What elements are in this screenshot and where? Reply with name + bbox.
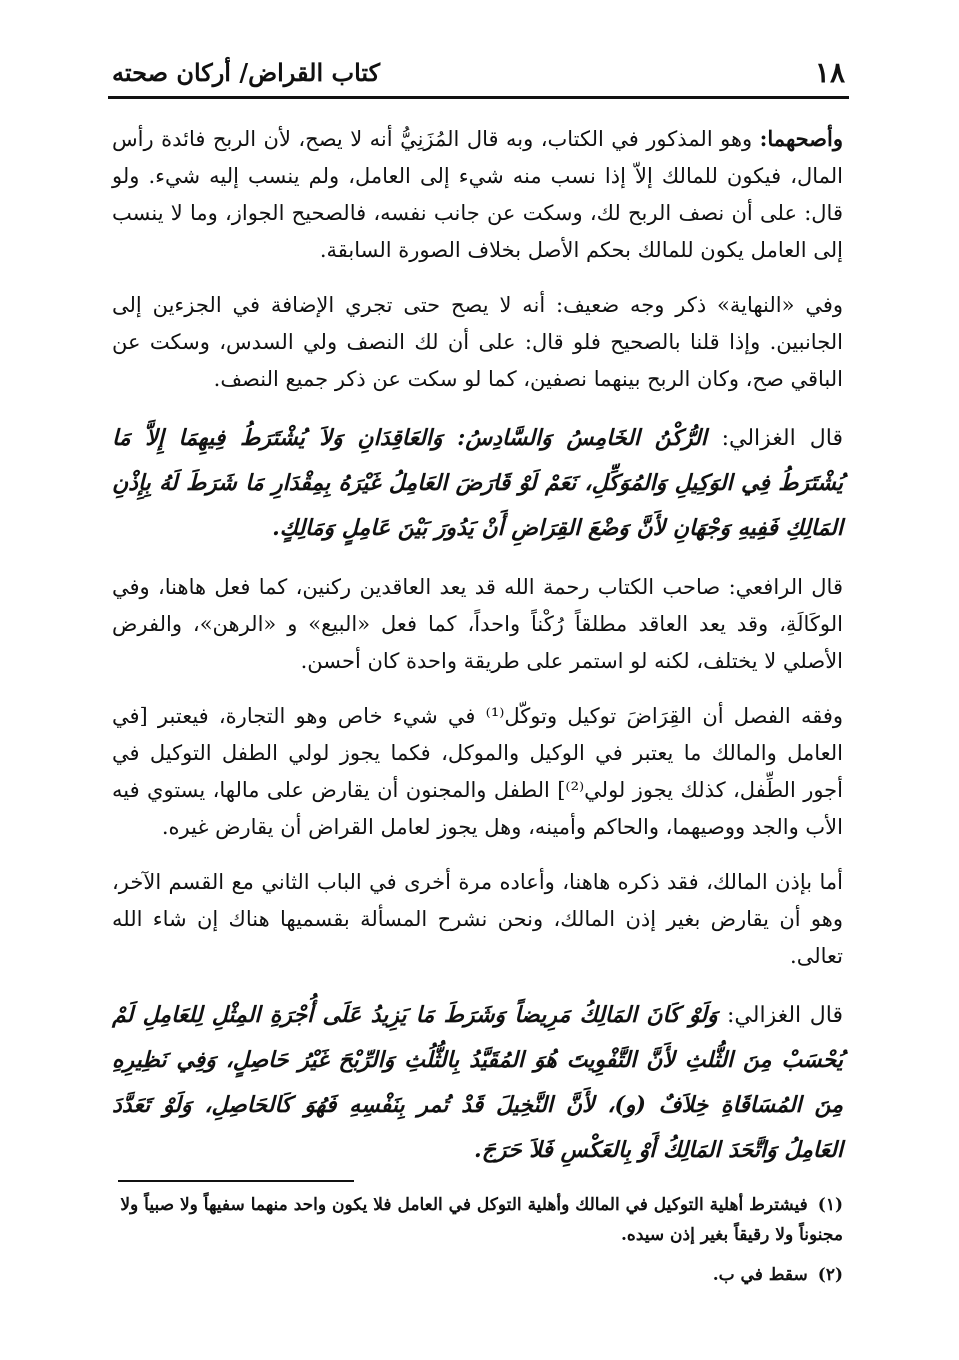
footnotes [112,1190,843,1300]
paragraph-fiqh [112,698,843,846]
main-text [112,120,843,1191]
footnote-text: سقط في ب. [712,1265,808,1285]
quote-text: وَلَوْ كَانَ المَالِكُ مَرِيضاً وَشَرَطَ مَا يَزِيدُ عَلَى أُجْرَةِ المِثْلِ لِلعَامِلِ لَمْ يُحْسَبْ مِنَ الثُّلثِ لأَنَّ التَّفْوِيتَ هُوَ المُقَيَّدُ بِالثُّلُثِ وَالرِّبْحَ غَيْرُ حَاصِلٍ، وَفِي نَظِيرِهِ مِنَ المُسَاقَاةِ خِلاَفٌ (و)، لأَنَّ النَّخِيلَ قَدْ تُمر بِنَفْسِهِ فَهُوَ كَالحَاصِلِ، وَلَوْ تَعَدَّدَ العَامِلُ وَاتَّحَدَ المَالِكُ أَوْ بِالعَكْسِ فَلاَ حَرَجَ. [112,1002,843,1163]
running-title: كتاب القراض/ أركان صحته [112,58,381,87]
page-number: ١٨ [814,56,845,89]
paragraph-text: قال الرافعي: صاحب الكتاب رحمة الله قد يعد العاقدين ركنين، كما فعل هاهنا، وفي الوكَالَةِ، وقد يعد العاقد مطلقاً رُكْناً واحداً، كما فعل «البيع» و «الرهن»، والفرض الأصلي لا يختلف، لكنه لو استمر على طريقة واحدة كان أحسن. [112,575,843,673]
footnote-number: (٢) [817,1265,843,1285]
quote-text: الرُّكْنُ الخَامِسُ وَالسَّادِسُ: وَالعَاقِدَانِ وَلاَ يُشْتَرَطُ فِيهِمَا إِلاَّ مَا يُشْتَرَطُ فِي الوَكِيلِ وَالمُوَكِّلِ، نَعَمْ لَوْ قَارَضَ العَامِلُ غَيْرَهُ بِمِقْدَارِ مَا شَرَطَ لَهُ بِإِذْنِ المَالِكِ فَفِيهِ وَجْهَانِ لأَنَّ وَضْعَ القِرَاضِ أَنْ يَدُورَ بَيْنَ عَامِلٍ وَمَالِكٍ. [112,425,843,541]
paragraph-lead: وأصحهما: [759,126,843,151]
paragraph-idhn [112,864,843,975]
footnote-number: (١) [817,1195,843,1215]
ghazali-quote-2 [112,993,843,1173]
paragraph-nihaya [112,287,843,398]
footnote [112,1190,843,1250]
page-header [108,56,849,96]
quote-lead: قال الغزالي: [721,426,843,451]
footnote-rule [118,1180,354,1182]
paragraph-text: أما بإذن المالك، فقد ذكره هاهنا، وأعاده مرة أخرى في الباب الثاني مع القسم الآخر، وهو أن يقارض بغير إذن المالك، ونحن نشرح المسألة بقسميها هناك إن شاء الله تعالى. [112,870,843,968]
paragraph-text: وفقه الفصل أن القِرَاضَ توكيل وتوكّل⁽¹⁾ في شيء خاص وهو التجارة، فيعتبر [في العامل والمالك ما يعتبر في الوكيل والموكل، فكما يجوز لولي الطفل التوكيل في أجور الطِّفل، كذلك يجوز لولي⁽²⁾] الطفل والمجنون أن يقارض على مالها، يستوي فيه الأب والجد ووصيهما، والحاكم وأمينه، وهل يجوز لعامل القراض أن يقارض غيره. [112,704,844,839]
footnote-text: فيشترط أهلية التوكيل في المالك وأهلية التوكل في العامل فلا يكون واحد منهما سفيهاً ولا صبياً ولا مجنوناً ولا رقيقاً بغير إذن سيده. [120,1195,843,1245]
paragraph-rafii [112,569,843,680]
ghazali-quote-1 [112,416,843,551]
quote-lead: قال الغزالي: [727,1003,843,1028]
paragraph-text: وفي «النهاية» ذكر وجه ضعيف: أنه لا يصح حتى تجري الإضافة في الجزءين إلى الجانبين. وإذا قلنا بالصحيح فلو قال: على أن لك النصف ولي السدس، وسكت عن الباقي صح، وكان الربح بينهما نصفين، كما لو سكت عن ذكر جميع النصف. [112,293,843,391]
header-rule [108,96,849,99]
paragraph-asahhuma [112,120,843,269]
footnote [112,1260,843,1290]
paragraph-text: وهو المذكور في الكتاب، وبه قال المُزَنِيُّ أنه لا يصح، لأن الربح فائدة رأس المال، فيكون للمالك إلاّ إذا نسب منه شيء إلى العامل، ولم ينسب إليه شيء. ولو قال: على أن نصف الربح لك، وسكت عن جانب نفسه، فالصحيح الجواز، وما لا ينسب إلى العامل يكون للمالك بحكم الأصل بخلاف الصورة السابقة. [112,127,843,262]
